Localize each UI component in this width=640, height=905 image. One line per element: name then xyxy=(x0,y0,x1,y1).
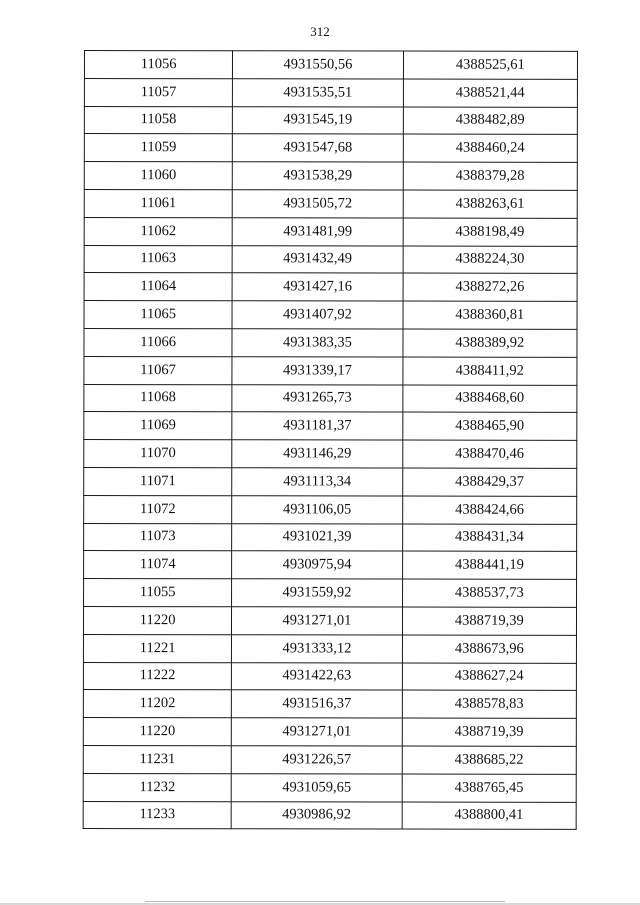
table-row xyxy=(84,301,577,330)
scan-bottom-mark xyxy=(145,901,505,902)
table-row xyxy=(84,412,577,441)
x-coordinate-cell: 4931265,73 xyxy=(232,384,402,412)
x-coordinate-cell: 4931538,29 xyxy=(233,162,403,190)
point-number-cell: 11067 xyxy=(84,356,232,384)
coordinates-table xyxy=(83,50,578,830)
x-coordinate-cell: 4931516,37 xyxy=(232,690,402,718)
table-row xyxy=(83,606,576,635)
point-number-cell: 11073 xyxy=(84,523,232,551)
x-coordinate-cell: 4931271,01 xyxy=(232,718,402,746)
table-row xyxy=(84,134,577,163)
table-row xyxy=(84,440,577,469)
point-number-cell: 11063 xyxy=(84,245,232,273)
y-coordinate-cell: 4388224,30 xyxy=(403,246,577,274)
point-number-cell: 11233 xyxy=(83,801,231,829)
y-coordinate-cell: 4388411,92 xyxy=(403,357,577,385)
x-coordinate-cell: 4931113,34 xyxy=(232,468,402,496)
y-coordinate-cell: 4388719,39 xyxy=(402,718,576,746)
table-row xyxy=(84,162,577,191)
point-number-cell: 11058 xyxy=(84,106,232,134)
x-coordinate-cell: 4931545,19 xyxy=(233,106,403,134)
y-coordinate-cell: 4388389,92 xyxy=(403,329,577,357)
y-coordinate-cell: 4388765,45 xyxy=(402,774,576,802)
table-row xyxy=(83,745,576,774)
table-row xyxy=(84,356,577,385)
y-coordinate-cell: 4388272,26 xyxy=(403,273,577,301)
x-coordinate-cell: 4931407,92 xyxy=(232,301,402,329)
page-number: 312 xyxy=(310,24,330,39)
point-number-cell: 11057 xyxy=(84,78,232,106)
y-coordinate-cell: 4388470,46 xyxy=(402,440,576,468)
table-row xyxy=(84,523,577,552)
point-number-cell: 11068 xyxy=(84,384,232,412)
table-row xyxy=(84,217,577,246)
point-number-cell: 11202 xyxy=(83,690,231,718)
y-coordinate-cell: 4388198,49 xyxy=(403,218,577,246)
y-coordinate-cell: 4388379,28 xyxy=(403,162,577,190)
y-coordinate-cell: 4388468,60 xyxy=(403,385,577,413)
x-coordinate-cell: 4931550,56 xyxy=(233,51,403,79)
x-coordinate-cell: 4931432,49 xyxy=(232,245,402,273)
table-row xyxy=(84,273,577,302)
y-coordinate-cell: 4388465,90 xyxy=(402,412,576,440)
table-row xyxy=(83,718,576,747)
x-coordinate-cell: 4931226,57 xyxy=(232,746,402,774)
point-number-cell: 11062 xyxy=(84,217,232,245)
table-row xyxy=(84,467,577,496)
point-number-cell: 11066 xyxy=(84,328,232,356)
table-row xyxy=(83,662,576,691)
point-number-cell: 11220 xyxy=(83,606,231,634)
x-coordinate-cell: 4931271,01 xyxy=(232,607,402,635)
x-coordinate-cell: 4931535,51 xyxy=(233,79,403,107)
x-coordinate-cell: 4931339,17 xyxy=(232,357,402,385)
point-number-cell: 11220 xyxy=(83,718,231,746)
point-number-cell: 11065 xyxy=(84,301,232,329)
y-coordinate-cell: 4388800,41 xyxy=(402,802,576,830)
x-coordinate-cell: 4931333,12 xyxy=(232,634,402,662)
point-number-cell: 11060 xyxy=(84,162,232,190)
x-coordinate-cell: 4931481,99 xyxy=(232,218,402,246)
point-number-cell: 11071 xyxy=(84,467,232,495)
y-coordinate-cell: 4388537,73 xyxy=(402,579,576,607)
x-coordinate-cell: 4931059,65 xyxy=(231,773,401,801)
x-coordinate-cell: 4931427,16 xyxy=(232,273,402,301)
x-coordinate-cell: 4930975,94 xyxy=(232,551,402,579)
x-coordinate-cell: 4931559,92 xyxy=(232,579,402,607)
y-coordinate-cell: 4388431,34 xyxy=(402,524,576,552)
point-number-cell: 11061 xyxy=(84,189,232,217)
point-number-cell: 11055 xyxy=(84,579,232,607)
x-coordinate-cell: 4930986,92 xyxy=(231,801,401,829)
x-coordinate-cell: 4931181,37 xyxy=(232,412,402,440)
y-coordinate-cell: 4388429,37 xyxy=(402,468,576,496)
x-coordinate-cell: 4931383,35 xyxy=(232,329,402,357)
table-row xyxy=(84,384,577,413)
y-coordinate-cell: 4388719,39 xyxy=(402,607,576,635)
x-coordinate-cell: 4931547,68 xyxy=(233,134,403,162)
point-number-cell: 11072 xyxy=(84,495,232,523)
point-number-cell: 11056 xyxy=(84,51,232,79)
table-row xyxy=(84,245,577,274)
x-coordinate-cell: 4931021,39 xyxy=(232,523,402,551)
point-number-cell: 11059 xyxy=(84,134,232,162)
y-coordinate-cell: 4388441,19 xyxy=(402,551,576,579)
y-coordinate-cell: 4388685,22 xyxy=(402,746,576,774)
point-number-cell: 11064 xyxy=(84,273,232,301)
y-coordinate-cell: 4388673,96 xyxy=(402,635,576,663)
table-row xyxy=(83,801,576,830)
y-coordinate-cell: 4388578,83 xyxy=(402,690,576,718)
x-coordinate-cell: 4931422,63 xyxy=(232,662,402,690)
table-row xyxy=(84,51,577,80)
y-coordinate-cell: 4388360,81 xyxy=(403,301,577,329)
x-coordinate-cell: 4931106,05 xyxy=(232,496,402,524)
y-coordinate-cell: 4388482,89 xyxy=(403,107,577,135)
table-row xyxy=(84,551,577,580)
table-row xyxy=(84,189,577,218)
table-row xyxy=(84,579,577,608)
table-row xyxy=(84,495,577,524)
point-number-cell: 11221 xyxy=(83,634,231,662)
point-number-cell: 11232 xyxy=(83,773,231,801)
point-number-cell: 11231 xyxy=(83,745,231,773)
table-row xyxy=(84,106,577,135)
point-number-cell: 11069 xyxy=(84,412,232,440)
y-coordinate-cell: 4388521,44 xyxy=(403,79,577,107)
coordinates-table-body xyxy=(83,51,577,830)
y-coordinate-cell: 4388263,61 xyxy=(403,190,577,218)
y-coordinate-cell: 4388627,24 xyxy=(402,663,576,691)
point-number-cell: 11074 xyxy=(84,551,232,579)
table-row xyxy=(83,773,576,802)
table-row xyxy=(84,78,577,107)
x-coordinate-cell: 4931146,29 xyxy=(232,440,402,468)
point-number-cell: 11070 xyxy=(84,440,232,468)
table-row xyxy=(84,328,577,357)
table-row xyxy=(83,634,576,663)
table-row xyxy=(83,690,576,719)
point-number-cell: 11222 xyxy=(83,662,231,690)
x-coordinate-cell: 4931505,72 xyxy=(232,190,402,218)
y-coordinate-cell: 4388424,66 xyxy=(402,496,576,524)
y-coordinate-cell: 4388460,24 xyxy=(403,134,577,162)
y-coordinate-cell: 4388525,61 xyxy=(403,51,577,79)
